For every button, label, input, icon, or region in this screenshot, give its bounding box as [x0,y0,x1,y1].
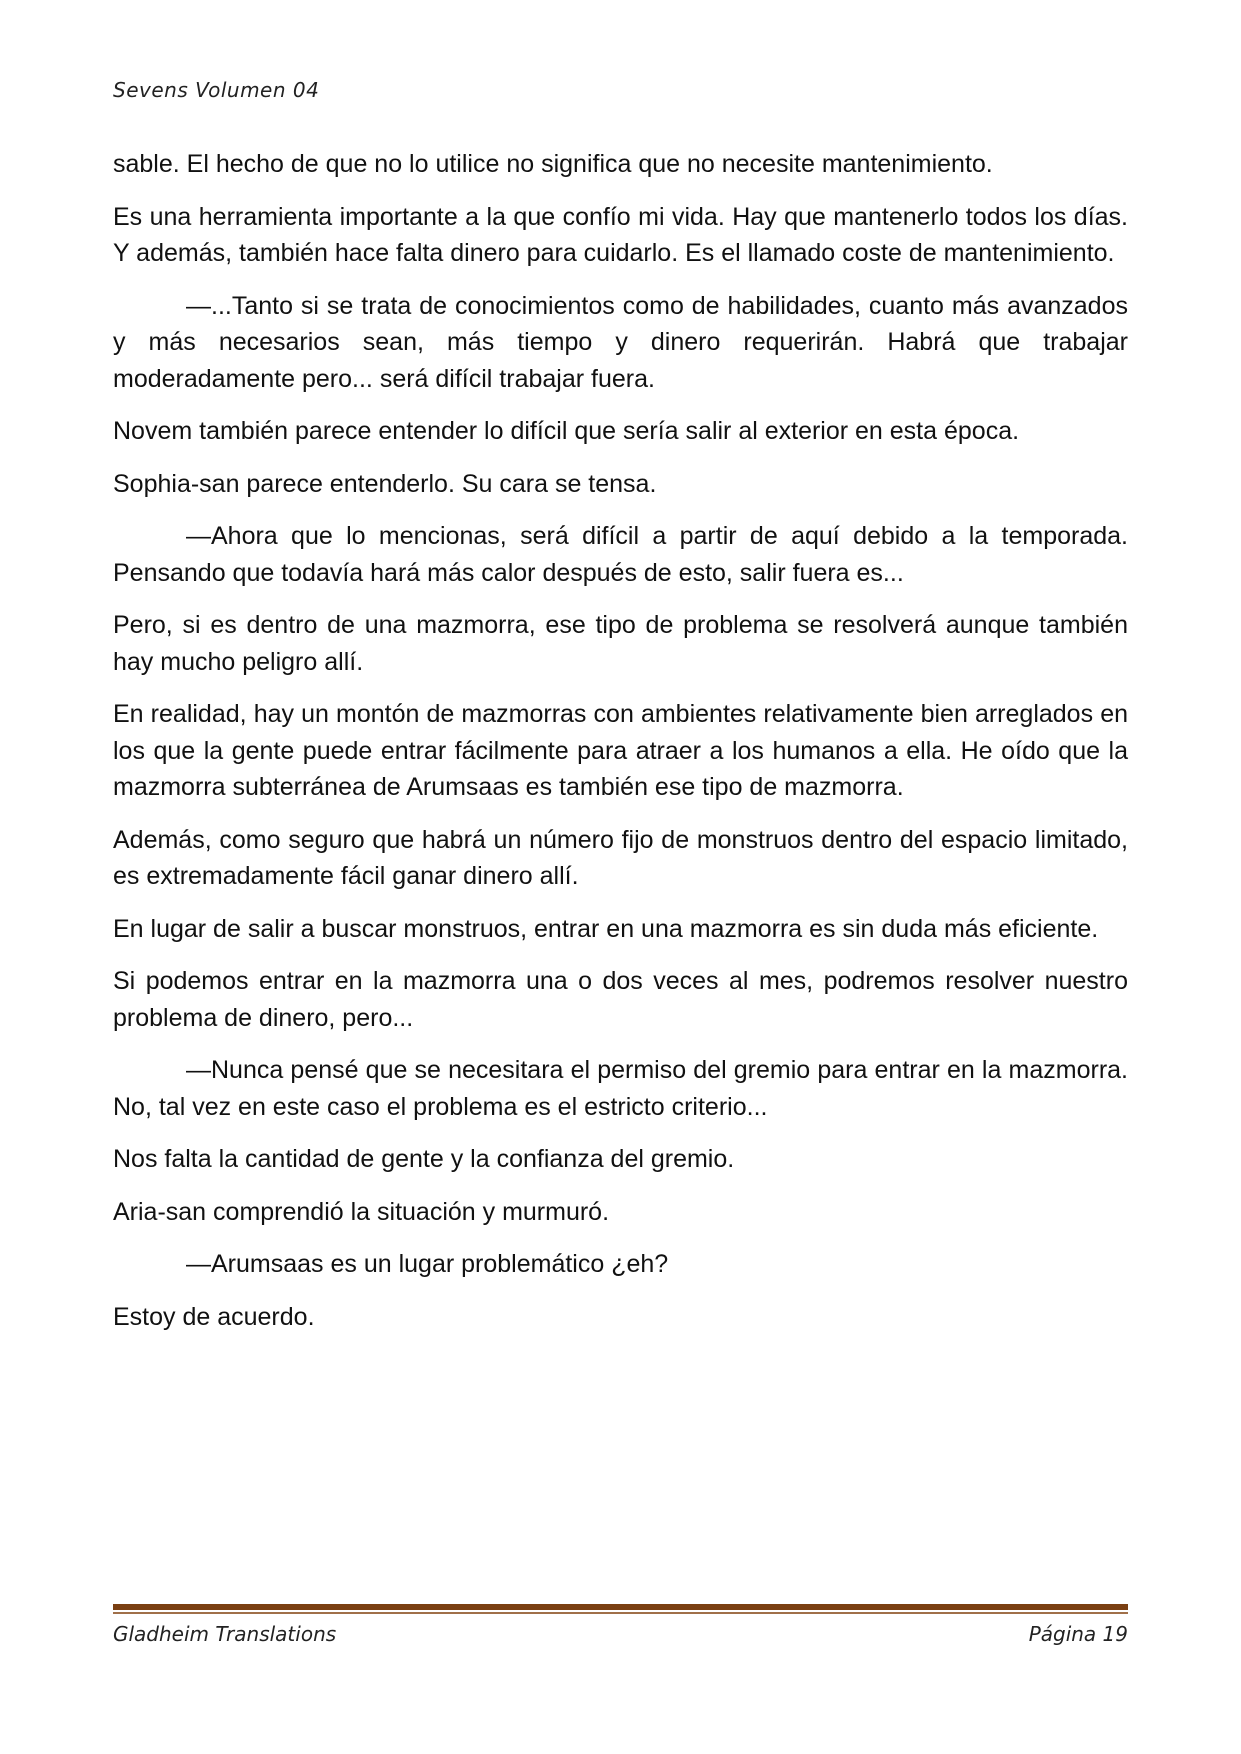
paragraph: Novem también parece entender lo difícil que sería salir al exterior en esta época. [113,417,1020,445]
dialogue-paragraph: —...Tanto si se trata de conocimientos como de habilidades, cuanto más avanzados y más necesarios sean, más tiempo y dinero requerirán. Habrá que trabajar moderadamente pero... será difícil trabajar fuera. [113,291,1128,393]
paragraph: Nos falta la cantidad de gente y la confianza del gremio. [113,1145,735,1173]
paragraph: Si podemos entrar en la mazmorra una o dos veces al mes, podremos resolver nuestro problema de dinero, pero... [113,967,1128,1032]
paragraph: Pero, si es dentro de una mazmorra, ese tipo de problema se resolverá aunque también hay mucho peligro allí. [113,611,1128,676]
dialogue-paragraph: —Arumsaas es un lugar problemático ¿eh? [186,1250,669,1278]
footer-rule-thin [113,1612,1128,1614]
body-text [113,146,1128,1351]
paragraph: Estoy de acuerdo. [113,1302,315,1331]
dialogue-paragraph: —Nunca pensé que se necesitara el permiso del gremio para entrar en la mazmorra. No, tal vez en este caso el problema es el estricto criterio... [113,1056,1128,1121]
paragraph: En lugar de salir a buscar monstruos, entrar en una mazmorra es sin duda más eficiente. [113,914,1099,943]
paragraph: Aria-san comprendió la situación y murmuró. [113,1197,610,1226]
page-number: Página 19 [1028,1622,1128,1646]
footer-credit: Gladheim Translations [113,1622,337,1646]
footer-rule [113,1604,1128,1614]
paragraph: Es una herramienta importante a la que confío mi vida. Hay que mantenerlo todos los días. Y además, también hace falta dinero para cuidarlo. Es el llamado coste de mantenimiento. [113,202,1128,267]
footer-rule-thick [113,1604,1128,1610]
running-header: Sevens Volumen 04 [113,78,320,102]
paragraph: Sophia-san parece entenderlo. Su cara se tensa. [113,469,657,498]
paragraph: Además, como seguro que habrá un número fijo de monstruos dentro del espacio limitado, es extremadamente fácil ganar dinero allí. [113,825,1128,890]
paragraph: sable. El hecho de que no lo utilice no significa que no necesite mantenimiento. [113,150,993,178]
dialogue-paragraph: —Ahora que lo mencionas, será difícil a partir de aquí debido a la temporada. Pensando que todavía hará más calor después de esto, salir fuera es... [113,522,1128,587]
paragraph: En realidad, hay un montón de mazmorras con ambientes relativamente bien arreglados en los que la gente puede entrar fácilmente para atraer a los humanos a ella. He oído que la mazmorra subterránea de Arumsaas es también ese tipo de mazmorra. [113,700,1128,801]
